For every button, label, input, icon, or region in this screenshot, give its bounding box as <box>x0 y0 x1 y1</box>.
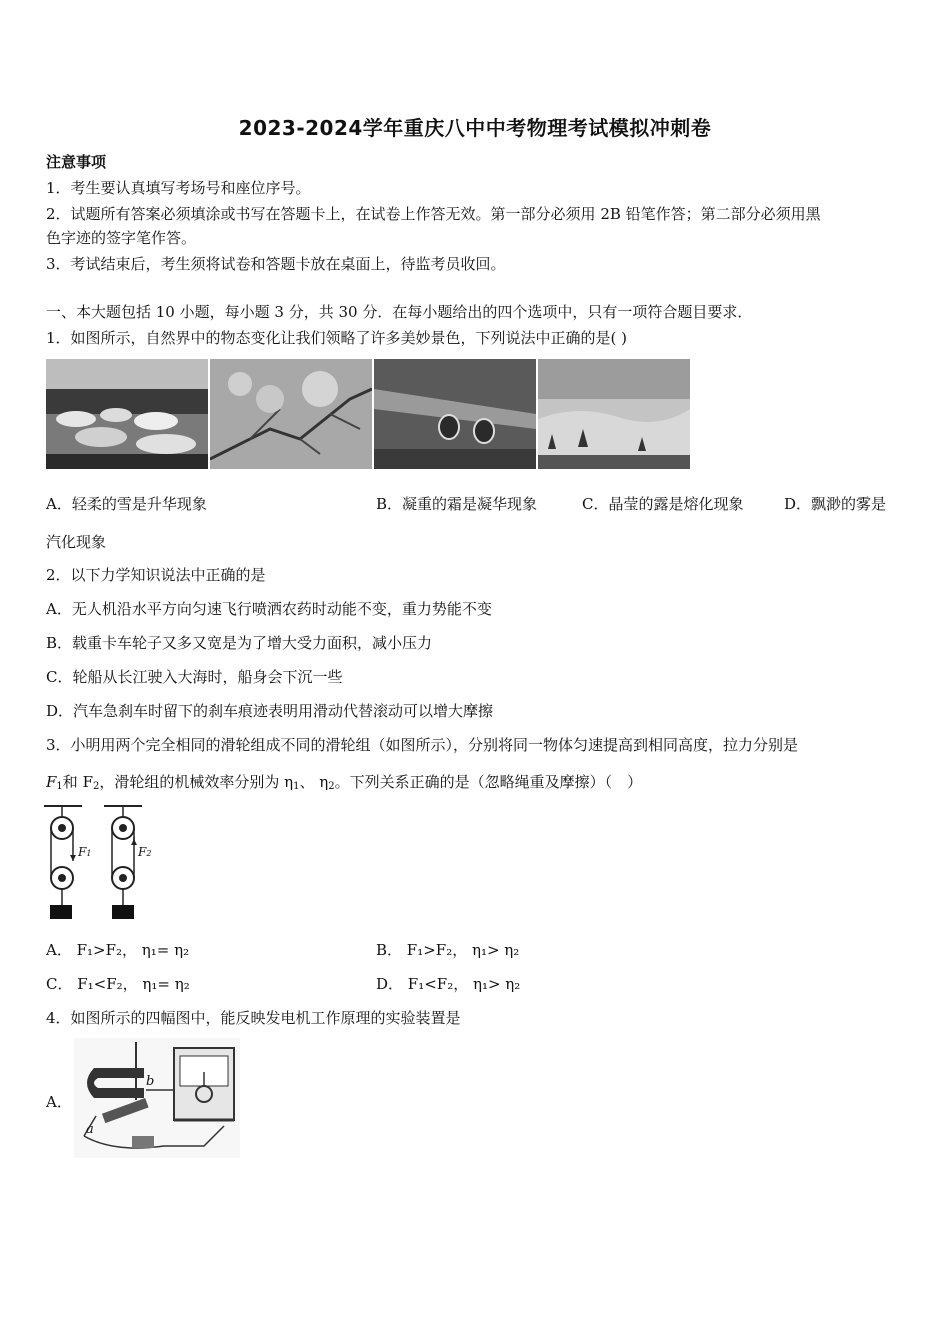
q3-option-c: C． F₁<F₂， η₁= η₂ <box>46 975 190 993</box>
f1-label: F1 <box>78 845 92 859</box>
q1-option-d-cont: 汽化现象 <box>46 533 107 551</box>
notice-item-3: 3．考试结束后，考生须将试卷和答题卡放在桌面上，待监考员收回。 <box>46 255 506 273</box>
q2-option-a: A．无人机沿水平方向匀速飞行喷洒农药时动能不变，重力势能不变 <box>46 600 492 618</box>
section-1-heading: 一、本大题包括 10 小题，每小题 3 分，共 30 分．在每小题给出的四个选项中，只有一项符合题目要求． <box>46 303 753 321</box>
q3-option-a: A． F₁>F₂， η₁= η₂ <box>46 941 190 959</box>
q4-stem: 4．如图所示的四幅图中，能反映发电机工作原理的实验装置是 <box>46 1009 461 1027</box>
label-b: b <box>146 1074 155 1089</box>
q4-option-a: A． <box>46 1093 72 1111</box>
q1-option-b: B．凝重的霜是凝华现象 <box>376 495 538 513</box>
q1-stem: 1．如图所示，自然界中的物态变化让我们领略了许多美妙景色，下列说法中正确的是( ) <box>46 329 628 347</box>
notice-heading: 注意事项 <box>46 153 107 171</box>
fog-photo <box>538 359 690 469</box>
q2-option-b: B．载重卡车轮子又多又宽是为了增大受力面积，减小压力 <box>46 634 433 652</box>
snow-photo <box>46 359 208 469</box>
q3-stem: 3．小明用两个完全相同的滑轮组成不同的滑轮组（如图所示），分别将同一物体匀速提高到相同高度，拉力分别是 <box>46 736 799 754</box>
q3-option-d: D． F₁<F₂， η₁> η₂ <box>376 975 521 993</box>
notice-item-2: 2．试题所有答案必须填涂或书写在答题卡上，在试卷上作答无效。第一部分必须用 2B 铅笔作答；第二部分必须用黑 <box>46 205 821 223</box>
label-a: a <box>86 1122 94 1137</box>
generator-apparatus-figure <box>74 1038 240 1158</box>
q1-option-d: D．飘渺的雾是 <box>784 495 887 513</box>
q1-option-c: C．晶莹的露是熔化现象 <box>582 495 744 513</box>
f2-label: F2 <box>138 845 152 859</box>
q3-stem-line2: $F_1$和 $F_2$，滑轮组的机械效率分别为 $\eta_1$、 $\eta_2$。下列关系正确的是（忽略绳重及摩擦）（ ） <box>46 773 643 792</box>
q1-option-a: A．轻柔的雪是升华现象 <box>46 495 207 513</box>
q2-stem: 2．以下力学知识说法中正确的是 <box>46 566 266 584</box>
pulley-figure <box>42 803 162 923</box>
q2-option-c: C．轮船从长江驶入大海时，船身会下沉一些 <box>46 668 343 686</box>
q3-option-b: B． F₁>F₂， η₁> η₂ <box>376 941 520 959</box>
dew-photo <box>374 359 536 469</box>
notice-item-2-cont: 色字迹的签字笔作答。 <box>46 229 197 247</box>
notice-item-1: 1．考生要认真填写考场号和座位序号。 <box>46 179 311 197</box>
q2-option-d: D．汽车急刹车时留下的刹车痕迹表明用滑动代替滚动可以增大摩擦 <box>46 702 494 720</box>
frost-photo <box>210 359 372 469</box>
page-title: 2023-2024学年重庆八中中考物理考试模拟冲刺卷 <box>238 116 712 140</box>
